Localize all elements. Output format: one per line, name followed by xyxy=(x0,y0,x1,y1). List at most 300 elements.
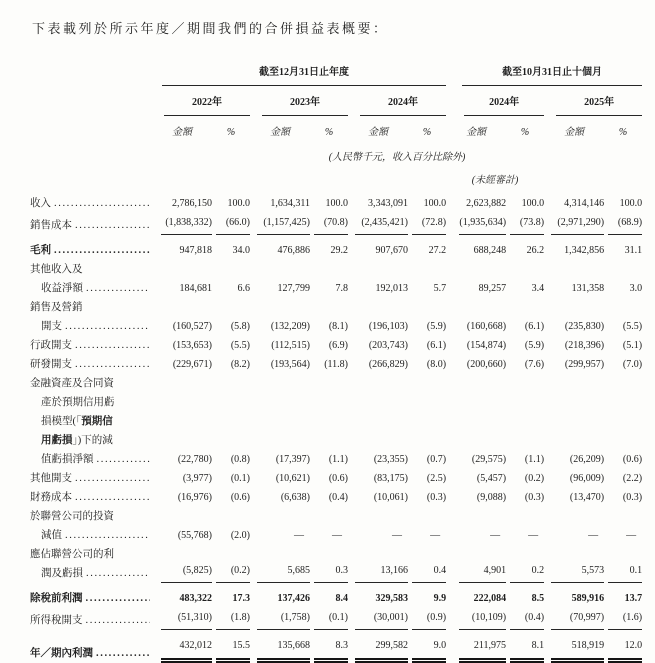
value-cell xyxy=(310,583,348,608)
row-label-line: 減值 ..... xyxy=(30,526,152,545)
page-title: 下表載列於所示年度／期間我們的合併損益表概要： xyxy=(32,21,389,36)
row-label xyxy=(30,298,152,336)
value: (0.7) xyxy=(426,454,447,465)
value: 2,623,882 xyxy=(466,198,507,209)
value-cell xyxy=(446,630,506,663)
value-cell xyxy=(348,630,408,663)
value: (0.2) xyxy=(524,473,545,484)
value-cell xyxy=(604,488,642,507)
value: (26,209) xyxy=(569,454,605,465)
year-header xyxy=(446,86,544,116)
value: 299,582 xyxy=(355,636,408,663)
row-label-line: 銷售及營銷 xyxy=(30,302,83,313)
value: 211,975 xyxy=(459,636,506,663)
value: (112,515) xyxy=(271,340,310,351)
value-cell xyxy=(604,298,642,336)
dot-leader xyxy=(75,355,150,374)
row-label xyxy=(30,194,152,213)
table-row xyxy=(30,298,642,336)
value-cell xyxy=(506,507,544,545)
row-label-bold-segment: 預期信 xyxy=(81,416,113,427)
spacer-cell xyxy=(544,168,642,194)
value: — xyxy=(528,530,539,541)
row-label xyxy=(30,213,152,235)
value: (10,109) xyxy=(459,608,506,630)
value: (0.2) xyxy=(216,561,250,583)
value: (51,310) xyxy=(161,608,212,630)
value-cell xyxy=(408,213,446,235)
value-cell xyxy=(446,608,506,630)
value: 2,786,150 xyxy=(172,198,212,209)
value-cell xyxy=(310,298,348,336)
value-cell xyxy=(212,583,250,608)
value-cell xyxy=(348,213,408,235)
value-cell xyxy=(310,374,348,469)
value: 5,685 xyxy=(257,561,310,583)
amount-header: 金額 xyxy=(564,127,585,138)
value: (0.9) xyxy=(412,608,446,630)
value: (160,527) xyxy=(172,321,212,332)
value: (16,976) xyxy=(177,492,212,503)
value-cell xyxy=(212,336,250,355)
value: 17.3 xyxy=(232,593,250,604)
value-cell xyxy=(544,260,604,298)
value: (5.5) xyxy=(622,321,643,332)
value: (1.8) xyxy=(216,608,250,630)
row-label-line: 財務成本 ..... xyxy=(30,488,152,507)
value: (299,957) xyxy=(564,359,605,370)
value-cell xyxy=(310,608,348,630)
value-cell xyxy=(152,336,212,355)
row-label xyxy=(30,235,152,260)
value-cell xyxy=(348,583,408,608)
value-cell xyxy=(544,355,604,374)
value-cell xyxy=(250,235,310,260)
value: (5.9) xyxy=(426,321,447,332)
unit-note: (人民幣千元，收入百分比除外) xyxy=(328,152,466,163)
value: (9,088) xyxy=(476,492,507,503)
value-cell xyxy=(348,608,408,630)
value: (0.4) xyxy=(510,608,544,630)
value: 192,013 xyxy=(375,283,408,294)
row-label-line: 銷售成本 ..... xyxy=(30,216,152,235)
amount-header: 金額 xyxy=(466,127,487,138)
dot-leader xyxy=(75,216,150,235)
value-cell xyxy=(604,235,642,260)
value: (96,009) xyxy=(569,473,605,484)
value-cell xyxy=(544,194,604,213)
dot-leader xyxy=(75,488,150,507)
row-label xyxy=(30,488,152,507)
value-cell xyxy=(408,507,446,545)
row-label-line: 所得稅開支 ..... xyxy=(30,611,152,630)
value-cell xyxy=(544,630,604,663)
value: — xyxy=(588,530,599,541)
period-group-header xyxy=(152,63,446,86)
value-cell xyxy=(152,507,212,545)
dot-leader xyxy=(54,241,150,260)
table-row xyxy=(30,235,642,260)
row-label xyxy=(30,336,152,355)
value-cell xyxy=(212,213,250,235)
value: 4,901 xyxy=(459,561,506,583)
value: (70,997) xyxy=(551,608,604,630)
value-cell xyxy=(250,583,310,608)
value-cell xyxy=(310,488,348,507)
value-cell xyxy=(506,488,544,507)
value: (5.5) xyxy=(230,340,250,351)
dot-leader xyxy=(65,526,150,545)
table-row xyxy=(30,507,642,545)
table-row xyxy=(30,469,642,488)
percent-header: % xyxy=(422,127,432,138)
value-cell xyxy=(250,507,310,545)
value: (10,061) xyxy=(373,492,408,503)
value-cell xyxy=(152,545,212,583)
value: (17,397) xyxy=(275,454,310,465)
value-cell xyxy=(348,374,408,469)
row-label-line: 應佔聯營公司的利 xyxy=(30,549,114,560)
value: 329,583 xyxy=(375,593,408,604)
value: (29,575) xyxy=(471,454,507,465)
value: 0.3 xyxy=(314,561,348,583)
value-cell xyxy=(446,194,506,213)
label-column-spacer xyxy=(30,63,152,86)
value-cell xyxy=(446,298,506,336)
value: 8.4 xyxy=(335,593,348,604)
row-label xyxy=(30,469,152,488)
row-label xyxy=(30,608,152,630)
value-cell xyxy=(212,355,250,374)
amount-header: 金額 xyxy=(270,127,290,138)
table-row xyxy=(30,355,642,374)
row-label-line: 金融資產及合同資 xyxy=(30,378,114,389)
value-cell xyxy=(604,469,642,488)
label-column-spacer xyxy=(30,142,152,168)
value-cell xyxy=(446,336,506,355)
period-group-label: 截至12月31日止年度 xyxy=(162,63,446,86)
value: 127,799 xyxy=(277,283,310,294)
value: (3,977) xyxy=(182,473,212,484)
year-label: 2023年 xyxy=(262,86,348,116)
value: (0.8) xyxy=(230,454,250,465)
value: (70.8) xyxy=(314,213,348,235)
income-statement-table xyxy=(30,63,642,663)
value: (8.0) xyxy=(426,359,447,370)
value: 89,257 xyxy=(478,283,507,294)
value: (154,874) xyxy=(466,340,507,351)
value-cell xyxy=(348,545,408,583)
row-label-line: 用虧損 」)下的減 xyxy=(30,431,152,450)
value-cell xyxy=(310,194,348,213)
value-cell xyxy=(446,355,506,374)
value: (1,157,425) xyxy=(257,213,310,235)
value: 432,012 xyxy=(161,636,212,663)
value: (6,638) xyxy=(280,492,310,503)
value: (2.5) xyxy=(426,473,447,484)
value-cell xyxy=(250,298,310,336)
row-label xyxy=(30,260,152,298)
value: (200,660) xyxy=(466,359,507,370)
value-cell xyxy=(408,488,446,507)
value-cell xyxy=(604,507,642,545)
value: (0.3) xyxy=(426,492,447,503)
table-row xyxy=(30,260,642,298)
value: 483,322 xyxy=(179,593,212,604)
value-cell xyxy=(152,630,212,663)
row-label-line: 於聯營公司的投資 xyxy=(30,511,114,522)
year-label: 2025年 xyxy=(556,86,642,116)
period-group-label: 截至10月31日止十個月 xyxy=(462,63,642,86)
table-row xyxy=(30,194,642,213)
value: 137,426 xyxy=(277,593,310,604)
value-cell xyxy=(310,355,348,374)
value: (5.8) xyxy=(230,321,250,332)
value-cell xyxy=(152,235,212,260)
table-row xyxy=(30,374,642,469)
value: (0.3) xyxy=(622,492,643,503)
value: (23,355) xyxy=(373,454,408,465)
dot-leader xyxy=(96,644,150,663)
value-cell xyxy=(446,260,506,298)
value: (2.2) xyxy=(622,473,643,484)
row-label xyxy=(30,545,152,583)
row-label xyxy=(30,374,152,469)
value: (2,435,421) xyxy=(355,213,408,235)
value: (8.2) xyxy=(230,359,250,370)
value-cell xyxy=(506,583,544,608)
value: (66.0) xyxy=(216,213,250,235)
row-label-line: 潤及虧損 ..... xyxy=(30,564,152,583)
value-cell xyxy=(152,355,212,374)
table-row xyxy=(30,583,642,608)
value: 100.0 xyxy=(619,198,643,209)
value: (0.1) xyxy=(230,473,250,484)
value-cell xyxy=(544,583,604,608)
value: (1,935,634) xyxy=(459,213,506,235)
value-cell xyxy=(506,545,544,583)
value-cell xyxy=(446,507,506,545)
value-cell xyxy=(408,235,446,260)
value-cell xyxy=(544,469,604,488)
value: 100.0 xyxy=(423,198,447,209)
value-cell xyxy=(506,374,544,469)
value: (0.6) xyxy=(328,473,348,484)
value: 15.5 xyxy=(216,636,250,663)
value: — xyxy=(626,530,637,541)
value-cell xyxy=(212,260,250,298)
row-label-line: 其他收入及 xyxy=(30,264,83,275)
value-cell xyxy=(446,488,506,507)
row-label-line: 收入 ..... xyxy=(30,194,152,213)
value-cell xyxy=(212,507,250,545)
value: 29.2 xyxy=(330,245,348,256)
value-cell xyxy=(212,545,250,583)
value-cell xyxy=(250,608,310,630)
row-label-line: 除稅前利潤 ..... xyxy=(30,589,152,608)
value: (1.6) xyxy=(608,608,642,630)
value: 131,358 xyxy=(571,283,605,294)
value: (229,671) xyxy=(172,359,212,370)
year-label: 2022年 xyxy=(164,86,250,116)
value-cell xyxy=(250,260,310,298)
value: 7.8 xyxy=(335,283,348,294)
value-cell xyxy=(544,608,604,630)
value-cell xyxy=(310,630,348,663)
value-cell xyxy=(310,336,348,355)
row-label-line: 其他開支 ..... xyxy=(30,469,152,488)
dot-leader xyxy=(75,336,150,355)
row-label xyxy=(30,583,152,608)
value-cell xyxy=(212,469,250,488)
value-cell xyxy=(408,583,446,608)
value: 135,668 xyxy=(257,636,310,663)
row-label-line: 收益淨額 ..... xyxy=(30,279,152,298)
value: (6.1) xyxy=(426,340,447,351)
value: (5,457) xyxy=(476,473,507,484)
value-cell xyxy=(348,235,408,260)
measure-header-row xyxy=(30,116,642,142)
year-header xyxy=(348,86,446,116)
value-cell xyxy=(250,194,310,213)
value-cell xyxy=(310,469,348,488)
value-cell xyxy=(544,235,604,260)
row-label-line: 值虧損淨額 ..... xyxy=(30,450,152,469)
value-cell xyxy=(348,194,408,213)
row-label-line: 研發開支 ..... xyxy=(30,355,152,374)
row-label xyxy=(30,507,152,545)
row-label-line: 行政開支 ..... xyxy=(30,336,152,355)
value: 27.2 xyxy=(428,245,447,256)
value-cell xyxy=(348,336,408,355)
value-cell xyxy=(446,374,506,469)
value: (0.3) xyxy=(524,492,545,503)
value-cell xyxy=(506,260,544,298)
value: 13.7 xyxy=(624,593,643,604)
value: 5.7 xyxy=(433,283,447,294)
value: (1.1) xyxy=(524,454,545,465)
value: (132,209) xyxy=(270,321,310,332)
value-cell xyxy=(212,298,250,336)
year-header-row xyxy=(30,86,642,116)
value: 100.0 xyxy=(227,198,250,209)
value: 222,084 xyxy=(473,593,507,604)
value: 100.0 xyxy=(521,198,545,209)
value-cell xyxy=(152,298,212,336)
value-cell xyxy=(152,374,212,469)
value-cell xyxy=(604,630,642,663)
value-cell xyxy=(348,260,408,298)
value-cell xyxy=(408,608,446,630)
percent-header: % xyxy=(520,127,530,138)
value-cell xyxy=(250,374,310,469)
value-cell xyxy=(506,355,544,374)
value-cell xyxy=(152,583,212,608)
row-label-line: 損模型(「 預期信 xyxy=(30,412,152,431)
value-cell xyxy=(544,298,604,336)
dot-leader xyxy=(86,564,150,583)
dot-leader xyxy=(86,279,150,298)
value: 8.1 xyxy=(510,636,544,663)
value-cell xyxy=(212,630,250,663)
value: (22,780) xyxy=(177,454,212,465)
value-cell xyxy=(544,488,604,507)
value: (73.8) xyxy=(510,213,544,235)
value: 6.6 xyxy=(237,283,250,294)
percent-header: % xyxy=(324,127,334,138)
value-cell xyxy=(604,336,642,355)
unaudited-note: (未經審計) xyxy=(471,175,519,186)
value: (0.6) xyxy=(230,492,250,503)
value-cell xyxy=(212,488,250,507)
value: 1,634,311 xyxy=(270,198,310,209)
value: — xyxy=(430,530,441,541)
value: (193,564) xyxy=(270,359,310,370)
value: (11.8) xyxy=(324,359,348,370)
value: 907,670 xyxy=(375,245,408,256)
value: (1.1) xyxy=(328,454,348,465)
value-cell xyxy=(604,260,642,298)
table-row xyxy=(30,545,642,583)
value-cell xyxy=(408,355,446,374)
year-label: 2024年 xyxy=(360,86,446,116)
label-column-spacer xyxy=(30,116,152,142)
value-cell xyxy=(604,194,642,213)
value: 4,314,146 xyxy=(564,198,605,209)
table-row xyxy=(30,630,642,663)
value: (55,768) xyxy=(177,530,212,541)
percent-header: % xyxy=(618,127,628,138)
label-column-spacer xyxy=(30,168,152,194)
value: 3,343,091 xyxy=(368,198,408,209)
value: 688,248 xyxy=(473,245,507,256)
value: 947,818 xyxy=(179,245,212,256)
period-header-row xyxy=(30,63,642,86)
value-cell xyxy=(506,235,544,260)
table-row xyxy=(30,608,642,630)
value-cell xyxy=(544,545,604,583)
value: — xyxy=(332,530,342,541)
value-cell xyxy=(544,507,604,545)
value: 184,681 xyxy=(179,283,212,294)
year-header xyxy=(544,86,642,116)
value-cell xyxy=(408,336,446,355)
value-cell xyxy=(348,355,408,374)
year-header xyxy=(152,86,250,116)
value-cell xyxy=(506,336,544,355)
value-cell xyxy=(152,194,212,213)
value-cell xyxy=(604,583,642,608)
value: 5,573 xyxy=(551,561,604,583)
table-row xyxy=(30,488,642,507)
value-cell xyxy=(348,507,408,545)
value: (218,396) xyxy=(564,340,605,351)
value-cell xyxy=(506,298,544,336)
value-cell xyxy=(408,194,446,213)
value-cell xyxy=(348,298,408,336)
value: 9.9 xyxy=(433,593,447,604)
value: (83,175) xyxy=(373,473,408,484)
value: (160,668) xyxy=(466,321,507,332)
value: (5,825) xyxy=(161,561,212,583)
value: (68.9) xyxy=(608,213,642,235)
value-cell xyxy=(604,374,642,469)
dot-leader xyxy=(86,589,151,608)
value: (2,971,290) xyxy=(551,213,604,235)
value-cell xyxy=(250,355,310,374)
dot-leader xyxy=(65,317,150,336)
dot-leader xyxy=(75,469,150,488)
